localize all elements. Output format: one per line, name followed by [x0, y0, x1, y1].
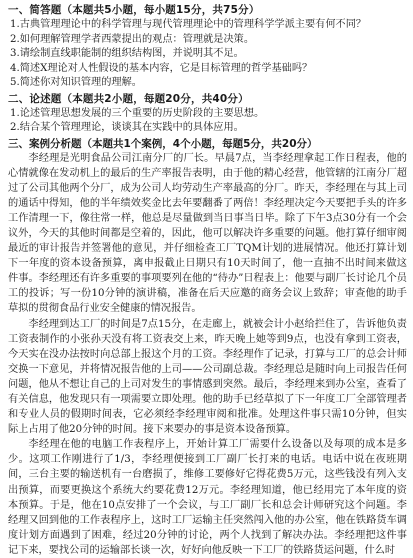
question-item: 5.简述你对知识管理的理解。 — [8, 76, 407, 91]
case-paragraph: 李经理是光明食品公司江南分厂的厂长。早晨7点，当李经理拿起工作日程表，他的心情就像在发动机上的最后的生产率报告表明，由于他的精心经营，他管辖的江南分厂超过了公司其他两个分厂，成为公司人均劳动生产率最高的分厂。昨天，李经理在与其上司的通话中得知，他的半年绩效奖金比去年要翻番了两倍！李经理决定今天要把手头的许多工作清理一下，像往常一样，他总是尽量做到当日事当日毕。除了下午3点30分有一个会议外，今天的其他时间都是空着的，因此，他可以解决许多重要的问题。他打算仔细审阅最近的审计报告并签署他的意见，并仔细检查工厂TQM计划的进展情况。他还打算计划下一年度的资本设备预算，离申报截止日期只有10天时间了，他一直抽不出时间来做这件事。李经理还有许多重要的事项要列在他的“待办”日程表上：他要与副厂长讨论几个员工的投诉；写一份10分钟的演讲稿，准备在后天应邀的商务会议上致辞；审查他的助手草拟的贯彻食品行业安全健康的情况报告。 — [8, 151, 407, 317]
section-title: 一、简答题（本题共5小题，每小题15分，共75分） — [8, 3, 407, 17]
question-item: 3.请绘制直线职能制的组织结构图，并说明其不足。 — [8, 47, 407, 62]
case-paragraph: 李经理到达工厂的时间是7点15分，在走廊上，就被会计小赵给拦住了，告诉他负责工资表制作的小张孙天没有将工资表交上来，昨天晚上她等到9点，也没有拿到工资表，今天实在没办法按时向总部上报这个月的工资。李经理作了记录，打算与工厂的总会计师交换一下意见，并将情况报告他的上司——公司副总裁。李经理总是随时向上司报告任何问题，他从不想让自己的上司对发生的事情感到突然。最后，李经理来到办公室，查看了有关信息，他发现只有一项需要立即处理。他的助手已经草拟了下一年度工厂全部管理者和专业人员的假期时间表，它必须经李经理审阅和批准。处理这件事只需10分钟，但实际上占用了他20分钟的时间。接下来要办的事是资本设备预算。 — [8, 317, 407, 438]
section-title: 三、案例分析题（本题共1个案例，4个小题，每题5分，共20分） — [8, 137, 407, 151]
section-case-analysis — [8, 137, 407, 558]
question-item: 2.如何理解管理学者西蒙提出的观点：管理就是决策。 — [8, 33, 407, 48]
section-title: 二、论述题（本题共2小题，每题20分，共40分） — [8, 92, 407, 106]
section-short-answer — [8, 3, 407, 91]
question-item: 4.简述X理论对人性假设的基本内容，它是目标管理的哲学基础吗？ — [8, 62, 407, 77]
question-item: 1.论述管理思想发展的三个重要的历史阶段的主要思想。 — [8, 107, 407, 122]
question-item: 2.结合某个管理理论，谈谈其在实践中的具体应用。 — [8, 121, 407, 136]
case-paragraph: 李经理在他的电脑工作表程序上，开始计算工厂需要什么设备以及每项的成本是多少。这项工作刚进行了1/3，李经理便接到工厂副厂长打来的电话。电话中说在夜班期间，三台主要的输送机有一台磨损了，维修工要修好它得花费5万元，这些钱没有列入支出预算，而要更换这个系统大约要花费12万元。李经理知道，他已经用完了本年度的资本预算。于是，他在10点安排了一个会议，与工厂副厂长和总会计师研究这个问题。李经理又回到他的工作表程序上，这时工厂运输主任突然闯入他的办公室，他在铁路货车调度计划方面遇到了困难，经过20分钟的讨论，两个人找到了解决办法。李经理把这件事记下来，要找公司的运输部长谈一次，好好向他反映一下工厂的铁路货运问题，什么时 — [8, 437, 407, 558]
section-essay — [8, 92, 407, 136]
question-item: 1.古典管理理论中的科学管理与现代管理理论中的管理科学学派主要有何不同？ — [8, 18, 407, 33]
